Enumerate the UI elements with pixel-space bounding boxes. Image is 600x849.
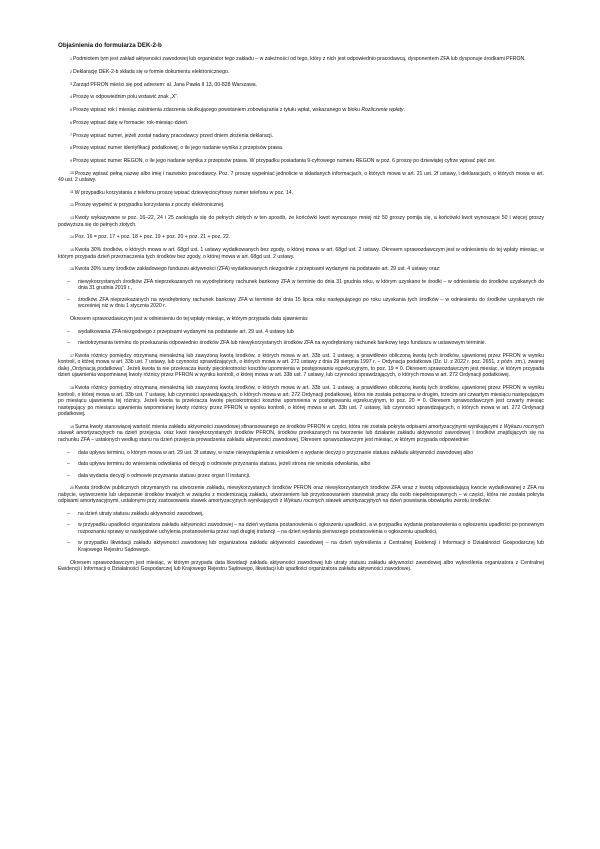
note-number: 10	[70, 171, 74, 176]
note-emphasis: Rozliczenie wpłaty	[361, 107, 404, 114]
list-item: – niewykorzystanych środków ZFA nieprzekazanych na wyodrębniony rachunek bankowy ZFA w terminie do dnia 31 grudnia roku, w którym uzyskano te środki – w odniesieniu do środków uzyskanych do dnia 31 grudnia 2019 r.,	[58, 279, 544, 292]
note-20	[58, 485, 544, 505]
note-16-list-2	[58, 329, 544, 347]
list-item: – data upływu terminu, o którym mowa w art. 29 ust. 3f ustawy, w razie niewystąpienia z wnioskiem o wydanie decyzji o przyznanie statusu zakładu aktywności zawodowej albo	[58, 450, 544, 457]
note-number: 11	[70, 190, 74, 195]
note-7	[58, 133, 544, 140]
note-12	[58, 202, 544, 209]
note-19-list	[58, 450, 544, 480]
note-text: Kwota różnicy pomiędzy otrzymaną nienależną lub zawyżoną kwotą środków, o których mowa w art. 33b ust. 1 ustawy, a prawidłowo obliczoną kwotą tych środków, ujawnionej przez PFRON w wyniku kontroli, o której mowa w art. 33b ust. 7 ustawy, lub czynności sprawdzających, o których mowa w art. 272 ustawy z dnia 29 sierpnia 1997 r. – Ordynacja podatkowa (Dz. U. z 2022 r. poz. 2651, z późn. zm.), zwanej dalej „Ordynacją podatkową”. Jeżeli kwota ta nie przekracza kwoty pięciokrotności kosztów upomnienia w postępowaniu egzekucyjnym, to poz. 19 = 0. Okresem sprawozdawczym jest miesiąc, w którym przypada dzień ujawnienia wspomnianej kwoty różnicy przez PFRON w wyniku kontroli, o której mowa w art. 33b ust. 7 ustawy, lub czynności sprawdzających, o których mowa w art. 272 Ordynacji podatkowej.	[58, 352, 544, 379]
note-number: 20	[70, 485, 74, 490]
note-4	[58, 94, 544, 101]
page-title: Objaśnienia do formularza DEK-2-b	[58, 42, 162, 49]
note-text: Proszę wpisać numer identyfikacji podatkowej, o ile jego nadanie wynika z przepisów prawa.	[73, 145, 284, 152]
note-11	[58, 190, 544, 197]
note-text: Kwota 30% środków, o których mowa w art. 68gd ust. 1 ustawy wydatkowanych bez zgody, o której mowa w art. 68gd ust. 2 ustawy. Okresem sprawozdawczym jest w odniesieniu do tej wpłaty miesiąc, w którym przypada dzień przeznaczenia tych środków bez zgody, o której mowa w art. 68gd ust. 2 ustawy.	[58, 247, 544, 260]
note-number: 2	[70, 69, 72, 74]
note-text-end: na dzień przejęcia, oraz kwot niewykorzystanych środków PFRON, środków przekazanych na tworzenie lub działanie zakładu aktywności zawodowej i środków znajdujących się na rachunku ZFA – ustalonych według stanu na dzień przejęcia prowadzenia zakładu aktywności zawodowej. Okresem sprawozdawczym jest miesiąc, w którym przypada odpowiednie:	[58, 430, 544, 443]
note-number: 15	[70, 247, 74, 252]
note-14	[58, 234, 544, 241]
note-text: Proszę w odpowiednim polu wstawić znak „X”.	[73, 94, 179, 101]
note-text-end: .	[403, 107, 406, 114]
note-16-list	[58, 279, 544, 310]
note-text: W przypadku korzystania z telefonu proszę wpisać dziewięciocyfrowy numer telefonu w poz. 14.	[74, 189, 294, 196]
note-text: Kwota różnicy pomiędzy otrzymaną nienależną lub zawyżoną kwotą środków, o których mowa w art. 33b ust. 1 ustawy, a prawidłowo obliczoną kwotą tych środków, ujawnionej przez PFRON w wyniku kontroli, o której mowa w art. 33b ust. 7 ustawy, lub czynności sprawdzających, o których mowa w art. 272 Ordynacji podatkowej, która nie została potrącona w drugim, trzecim ani czwartym miesiącu następującym po miesiącu ujawnienia tej różnicy. Jeżeli kwota ta przekracza kwotę pięciokrotności kosztów upomnienia w postępowaniu egzekucyjnym, to poz. 20 = 0. Okresem sprawozdawczym jest czwarty miesiąc następujący po miesiącu ujawnienia wspomnianej kwoty różnicy przez PFRON w wyniku kontroli, o której mowa w art. 33b ust. 7 ustawy, lub czynności sprawdzających, o których mowa w art. 272 Ordynacji podatkowej.	[58, 385, 544, 418]
list-item: – na dzień utraty statusu zakładu aktywności zawodowej,	[58, 511, 544, 518]
note-text: Podmiotem tym jest zakład aktywności zawodowej lub organizator tego zakładu – w zależności od tego, który z nich jest odpowiednio pracodawcą, dysponentem ZFA lub dysponuje środkami PFRON.	[73, 56, 526, 63]
list-item: – w przypadku likwidacji zakładu aktywności zawodowej lub organizatora zakładu aktywności zawodowej – na dzień wykreślenia z Centralnej Ewidencji i Informacji o Działalności Gospodarczej lub Krajowego Rejestru Sądowego.	[58, 540, 544, 553]
note-18	[58, 385, 544, 418]
note-15	[58, 247, 544, 260]
note-number: 12	[70, 203, 74, 208]
note-1	[58, 56, 544, 63]
note-text: Proszę wpisać pełną nazwę albo imię i nazwisko pracodawcy. Poz. 7 proszę wypełniać jednolicie w składanych informacjach, o których mowa w art. 21 ust. 2f ustawy, i deklaracjach, o których mowa w art. 49 ust. 2 ustawy.	[58, 170, 544, 184]
note-number: 18	[70, 385, 74, 390]
note-number: 17	[70, 353, 74, 358]
note-text: Proszę wpisać numer, jeżeli został nadany pracodawcy przed dniem złożenia deklaracji.	[73, 132, 274, 139]
note-text: Proszę wpisać numer REGON, o ile jego nadanie wynika z przepisów prawa. W przypadku posiadania 9-cyfrowego numeru REGON w poz. 6 proszę po dziewiątej cyfrze wpisać pięć zer.	[73, 157, 496, 164]
note-text: Suma kwoty stanowiącej wartość mienia zakładu aktywności zawodowej sfinansowanego ze środków PFRON w części, która nie została pokryta odpisami amortyzacyjnymi wynikającymi z	[75, 423, 504, 430]
note-text: Proszę wpisać datę w formacie: rok-miesiąc-dzień.	[73, 119, 189, 126]
note-5	[58, 107, 544, 114]
note-emphasis: Wykazu rocznych stawek amortyzacyjnych	[58, 423, 544, 437]
note-text: Deklarację DEK-2-b składa się w formie dokumentu elektronicznego.	[73, 69, 230, 76]
list-item: – wydatkowania ZFA niezgodnego z przepisami wydanymi na podstawie art. 29 ust. 4 ustawy lub	[58, 329, 544, 336]
list-item: – niedotrzymania terminu do przekazania odpowiednio środków ZFA lub niewykorzystanych środków ZFA na wyodrębniony rachunek bankowy tego funduszu w ustawowym terminie.	[58, 340, 544, 347]
note-13	[58, 215, 544, 228]
note-text: Kwota środków publicznych otrzymanych na utworzenie zakładu, niewykorzystanych środków PFRON oraz niewykorzystanych środków ZFA wraz z kwotą odpowiadającą kwocie wydatkowanej z ZFA na nabycie, wytworzenie lub ulepszenie środków trwałych w związku z modernizacją zakładu, utworzeniem lub przystosowaniem stanowisk pracy dla osób niepełnosprawnych – w części, która nie została pokryta odpisami amortyzacyjnymi, ustalonymi przy zastosowaniu stawek amortyzacyjnych wynikających z	[58, 485, 544, 505]
note-number: 9	[70, 158, 72, 163]
list-item: – w przypadku upadłości organizatora zakładu aktywności zawodowej – na dzień wydania postanowienia o ogłoszeniu upadłości, a w przypadku wydania postanowienia o ogłoszeniu upadłości po ponownym rozpoznaniu sprawy w następstwie uchylenia postanowienia przez sąd drugiej instancji – na dzień wydania pierwszego postanowienia o ogłoszeniu upadłości,	[58, 522, 544, 535]
note-number: 1	[70, 57, 72, 62]
note-number: 16	[70, 266, 74, 271]
note-17	[58, 353, 544, 379]
note-number: 14	[70, 235, 74, 240]
explanations-page	[58, 42, 544, 579]
note-8	[58, 145, 544, 152]
note-number: 5	[70, 107, 72, 112]
note-number: 8	[70, 145, 72, 150]
note-20-period: Okresem sprawozdawczym jest miesiąc, w którym przypada data likwidacji zakładu aktywności zawodowej lub utraty statusu zakładu aktywności zawodowej albo wykreślenia organizatora z Centralnej Ewidencji i Informacji o Działalności Gospodarczej lub Krajowego Rejestru Sądowego, likwidacji lub upadłości organizatora zakładu aktywności zawodowej.	[58, 559, 544, 573]
note-number: 6	[70, 120, 72, 125]
note-16-period: Okresem sprawozdawczym jest w odniesieniu do tej wpłaty miesiąc, w którym przypada data ujawnienia:	[70, 316, 309, 323]
note-text: Poz. 16 = poz. 17 + poz. 18 + poz. 19 + poz. 20 + poz. 21 + poz. 22.	[75, 234, 231, 241]
note-10	[58, 171, 544, 184]
note-number: 13	[70, 215, 74, 220]
note-text: Kwoty wykazywane w poz. 16–22, 24 i 25 zaokrągla się do pełnych złotych w ten sposób, że końcówki kwot wynoszące mniej niż 50 groszy pomija się, a końcówki kwot wynoszące 50 i więcej groszy podwyższa się do pełnych złotych.	[58, 215, 544, 228]
note-text: Zarząd PFRON mieści się pod adresem: al. Jana Pawła II 13, 00-828 Warszawa.	[73, 81, 258, 88]
note-number: 7	[70, 133, 72, 138]
note-emphasis: Wykazu rocznych stawek amortyzacyjnych	[283, 498, 382, 505]
note-text-end: na dzień powstania obowiązku zwrotu środków:	[381, 498, 491, 505]
note-9	[58, 158, 544, 165]
list-item: – data upływu terminu do wniesienia odwołania od decyzji o odmowie przyznania statusu, jeżeli strona nie wniosła odwołania, albo	[58, 461, 544, 468]
note-text: Kwota 30% sumy środków zakładowego funduszu aktywności (ZFA) wydatkowanych niezgodnie z przepisami wydanymi na podstawie art. 29 ust. 4 ustawy oraz:	[75, 266, 441, 273]
note-text: Proszę wpisać rok i miesiąc zaistnienia zdarzenia skutkującego powstaniem zobowiązania z tytułu wpłat, wskazanego w bloku	[73, 107, 362, 114]
list-item: – środków ZFA nieprzekazanych na wyodrębniony rachunek bankowy ZFA w terminie do dnia 15 lipca roku następującego po roku uzyskania tych środków – w odniesieniu do środków uzyskanych nie wcześniej niż w dniu 1 stycznia 2020 r.	[58, 297, 544, 310]
note-text: Proszę wypełnić w przypadku korzystania z poczty elektronicznej.	[75, 202, 225, 209]
note-2	[58, 69, 544, 76]
note-19	[58, 424, 544, 444]
note-number: 4	[70, 95, 72, 100]
note-3	[58, 82, 544, 89]
note-number: 3	[70, 82, 72, 87]
note-16	[58, 266, 544, 273]
note-number: 19	[70, 424, 74, 429]
note-20-list	[58, 511, 544, 554]
list-item: – data wydania decyzji o odmowie przyznania statusu przez organ II instancji.	[58, 473, 544, 480]
note-6	[58, 120, 544, 127]
